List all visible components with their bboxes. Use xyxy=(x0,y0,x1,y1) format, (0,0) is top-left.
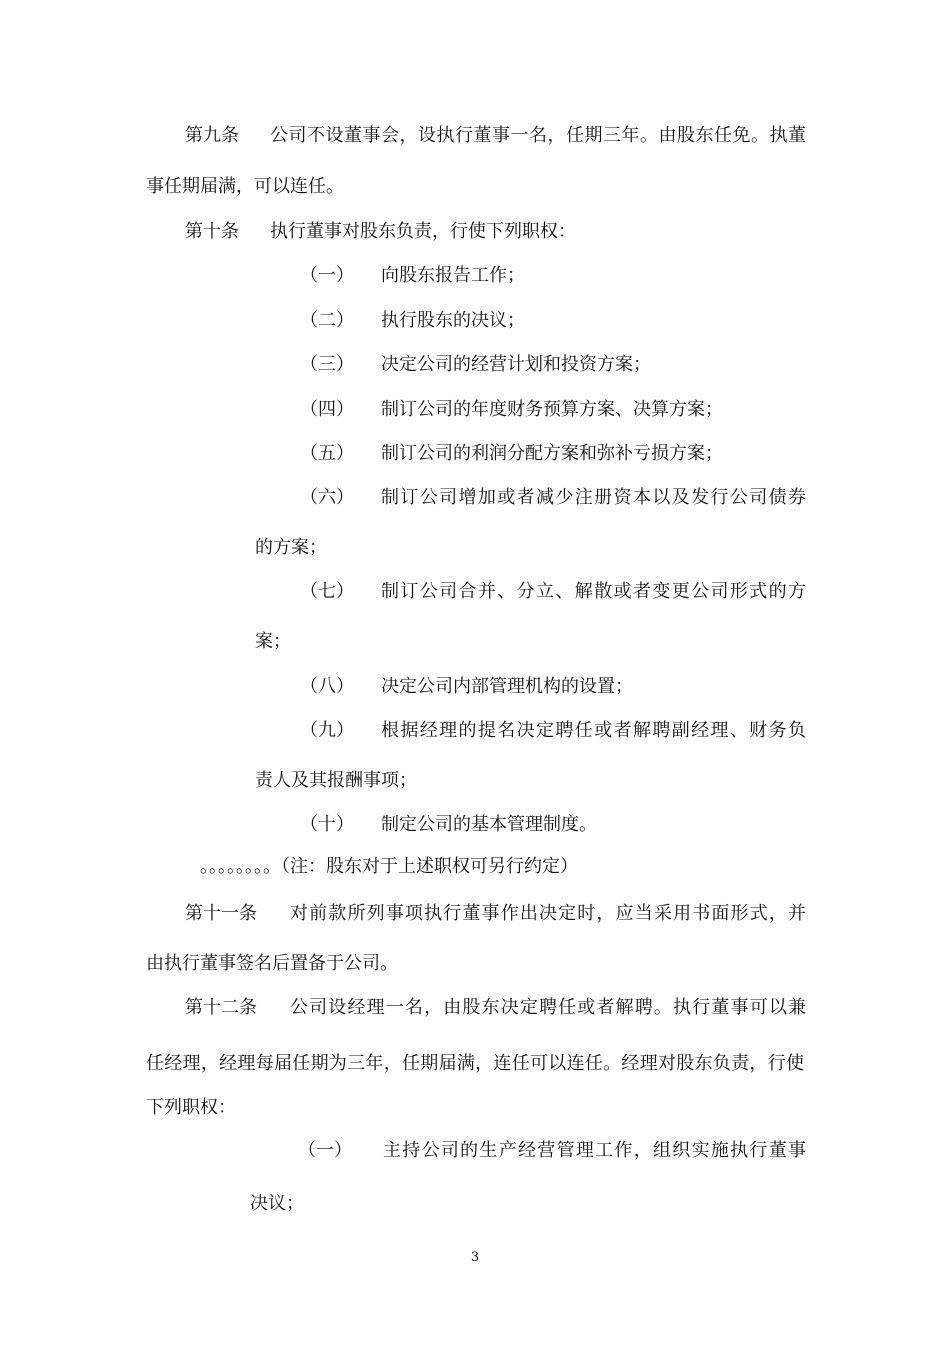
list-item-text: 制定公司的基本管理制度。 xyxy=(381,814,597,835)
article-11-text-cont: 由执行董事签名后置备于公司。 xyxy=(146,953,398,974)
list-item-text-cont: 案； xyxy=(255,631,291,652)
list-item-text: 执行股东的决议； xyxy=(381,310,525,331)
article-12-text: 公司设经理一名，由股东决定聘任或者解聘。执行董事可以兼 xyxy=(290,997,806,1018)
article-12-text-cont: 任经理，经理每届任期为三年，任期届满，连任可以连任。经理对股东负责，行使 xyxy=(146,1053,804,1074)
list-item-label: （七） xyxy=(300,581,354,602)
list-item-text: 制订公司合并、分立、解散或者变更公司形式的方 xyxy=(381,581,806,602)
list-item-text: 根据经理的提名决定聘任或者解聘副经理、财务负 xyxy=(381,720,806,741)
list-item-label: （一） xyxy=(300,265,354,286)
list-item-label: （一） xyxy=(298,1140,352,1161)
article-10-number: 第十条 xyxy=(185,221,239,242)
list-item-label: （六） xyxy=(300,487,354,508)
list-item-text: 向股东报告工作； xyxy=(381,265,525,286)
list-item-text-cont: 决议； xyxy=(250,1193,304,1214)
article-9-text-cont: 事任期届满，可以连任。 xyxy=(146,176,344,197)
page-number: 3 xyxy=(470,1250,480,1265)
list-item-label: （二） xyxy=(300,310,354,331)
list-item-text-cont: 责人及其报酬事项； xyxy=(255,770,417,791)
list-item-text: 制订公司的利润分配方案和弥补亏损方案； xyxy=(381,443,723,464)
article-10-note: 。。。。。。。。（注：股东对于上述职权可另行约定） xyxy=(200,856,578,877)
list-item-label: （三） xyxy=(300,354,354,375)
list-item-label: （八） xyxy=(300,676,354,697)
article-11-text: 对前款所列事项执行董事作出决定时，应当采用书面形式，并 xyxy=(290,903,806,924)
list-item-text: 主持公司的生产经营管理工作，组织实施执行董事 xyxy=(383,1140,806,1161)
list-item-text: 制订公司增加或者减少注册资本以及发行公司债券 xyxy=(381,487,806,508)
list-item-text: 决定公司内部管理机构的设置； xyxy=(381,676,633,697)
list-item-label: （九） xyxy=(300,720,354,741)
list-item-text-cont: 的方案； xyxy=(255,537,327,558)
article-12-text-cont: 下列职权： xyxy=(146,1097,236,1118)
article-12-number: 第十二条 xyxy=(185,997,257,1018)
article-9-text: 公司不设董事会，设执行董事一名，任期三年。由股东任免。执董 xyxy=(270,125,806,146)
article-9-number: 第九条 xyxy=(185,125,239,146)
list-item-text: 制订公司的年度财务预算方案、决算方案； xyxy=(381,399,723,420)
list-item-label: （十） xyxy=(300,814,354,835)
article-10-text: 执行董事对股东负责，行使下列职权： xyxy=(270,221,576,242)
list-item-label: （四） xyxy=(300,399,354,420)
list-item-text: 决定公司的经营计划和投资方案； xyxy=(381,354,651,375)
list-item-label: （五） xyxy=(300,443,354,464)
article-11-number: 第十一条 xyxy=(185,903,257,924)
